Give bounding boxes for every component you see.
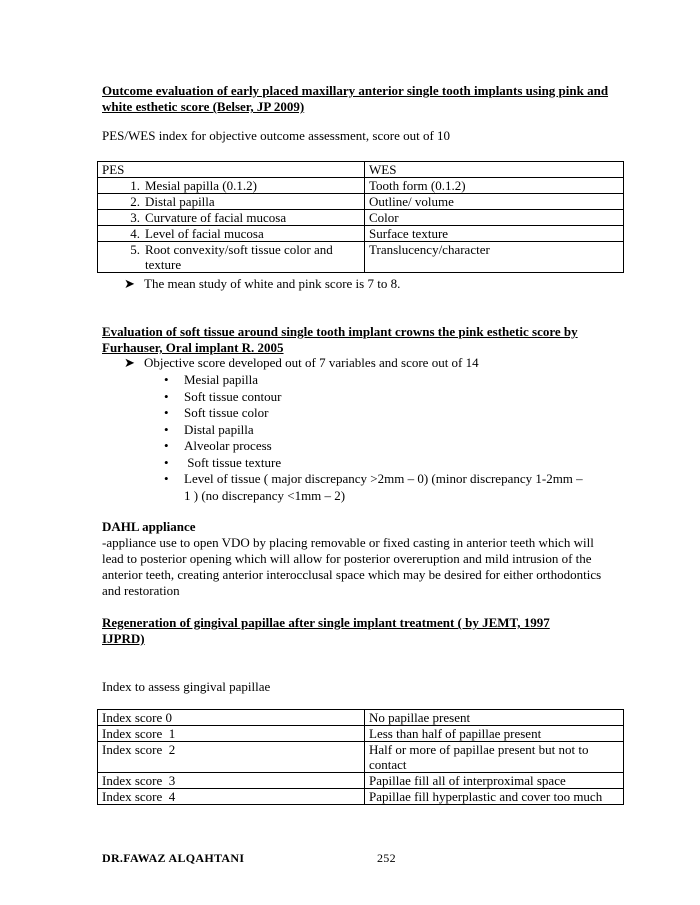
table-cell bbox=[98, 178, 365, 194]
index-score-cell: Index score 0 bbox=[98, 710, 365, 726]
wes-item: Surface texture bbox=[365, 226, 624, 242]
table-row bbox=[98, 789, 624, 805]
item-number: 1. bbox=[130, 178, 140, 193]
section4-heading: Regeneration of gingival papillae after single implant treatment ( by JEMT, 1997 IJPRD) bbox=[102, 615, 550, 646]
pes-item: Curvature of facial mucosa bbox=[145, 210, 287, 225]
table-header-cell: WES bbox=[365, 162, 624, 178]
table-row bbox=[98, 742, 624, 773]
pes-wes-table bbox=[97, 161, 624, 273]
arrow-bullet-icon: ➤ bbox=[124, 355, 135, 370]
arrow-bullet-icon: ➤ bbox=[124, 276, 135, 291]
list-item: • Soft tissue color bbox=[160, 405, 610, 422]
table-row bbox=[98, 226, 624, 242]
section1-heading: Outcome evaluation of early placed maxillary anterior single tooth implants using pink and white esthetic score (Belser, JP 2009) bbox=[102, 83, 609, 114]
table-cell bbox=[98, 242, 365, 273]
arrow-note bbox=[124, 355, 479, 371]
list-item: • Distal papilla bbox=[160, 422, 610, 439]
index-desc-cell: Less than half of papillae present bbox=[365, 726, 624, 742]
item-number: 5. bbox=[130, 242, 140, 257]
table-cell bbox=[98, 226, 365, 242]
wes-item: Translucency/character bbox=[365, 242, 624, 273]
table-cell bbox=[98, 210, 365, 226]
list-item: • Mesial papilla bbox=[160, 372, 610, 389]
pes-item: Root convexity/soft tissue color and texture bbox=[145, 242, 333, 272]
index-desc-cell: Papillae fill hyperplastic and cover too much bbox=[365, 789, 624, 805]
note-text: Objective score developed out of 7 variables and score out of 14 bbox=[144, 355, 479, 370]
index-score-cell: Index score 2 bbox=[98, 742, 365, 773]
list-item: • Alveolar process bbox=[160, 438, 610, 455]
table-row bbox=[98, 178, 624, 194]
section4-intro: Index to assess gingival papillae bbox=[102, 679, 271, 694]
wes-item: Tooth form (0.1.2) bbox=[365, 178, 624, 194]
wes-item: Color bbox=[365, 210, 624, 226]
table-row bbox=[98, 242, 624, 273]
page-number: 252 bbox=[377, 851, 396, 865]
item-number: 3. bbox=[130, 210, 140, 225]
list-item: • Soft tissue texture bbox=[160, 455, 610, 472]
table-row bbox=[98, 194, 624, 210]
arrow-note bbox=[124, 276, 400, 292]
item-number: 4. bbox=[130, 226, 140, 241]
section2-heading: Evaluation of soft tissue around single tooth implant crowns the pink esthetic score by Furhauser, Oral implant R. 2005 bbox=[102, 324, 578, 355]
papillae-index-table bbox=[97, 709, 624, 805]
index-desc-cell: Half or more of papillae present but not to contact bbox=[365, 742, 624, 773]
table-row bbox=[98, 710, 624, 726]
table-cell bbox=[98, 194, 365, 210]
index-desc-cell: No papillae present bbox=[365, 710, 624, 726]
wes-item: Outline/ volume bbox=[365, 194, 624, 210]
pes-item: Distal papilla bbox=[145, 194, 215, 209]
index-desc-cell: Papillae fill all of interproximal space bbox=[365, 773, 624, 789]
list-item: • Level of tissue ( major discrepancy >2mm – 0) (minor discrepancy 1-2mm – 1 ) (no discrepancy <1mm – 2) bbox=[160, 471, 610, 504]
pes-item: Mesial papilla (0.1.2) bbox=[145, 178, 257, 193]
table-row bbox=[98, 773, 624, 789]
table-row bbox=[98, 210, 624, 226]
note-text: The mean study of white and pink score is 7 to 8. bbox=[144, 276, 401, 291]
pes-item: Level of facial mucosa bbox=[145, 226, 264, 241]
list-item: • Soft tissue contour bbox=[160, 389, 610, 406]
index-score-cell: Index score 3 bbox=[98, 773, 365, 789]
table-header-cell: PES bbox=[98, 162, 365, 178]
footer-author: DR.FAWAZ ALQAHTANI bbox=[102, 851, 245, 865]
index-score-cell: Index score 4 bbox=[98, 789, 365, 805]
variable-list bbox=[160, 372, 610, 504]
table-header-row bbox=[98, 162, 624, 178]
section1-intro: PES/WES index for objective outcome assessment, score out of 10 bbox=[102, 128, 451, 143]
table-row bbox=[98, 726, 624, 742]
item-number: 2. bbox=[130, 194, 140, 209]
section3-body: -appliance use to open VDO by placing removable or fixed casting in anterior teeth which will lead to posterior opening which will allow for posterior overeruption and mild intrusion of the anterior teeth, creating anterior interocclusal space which may be desired for either orthodontics and restoration bbox=[102, 535, 602, 598]
index-score-cell: Index score 1 bbox=[98, 726, 365, 742]
section3-heading: DAHL appliance bbox=[102, 519, 196, 534]
